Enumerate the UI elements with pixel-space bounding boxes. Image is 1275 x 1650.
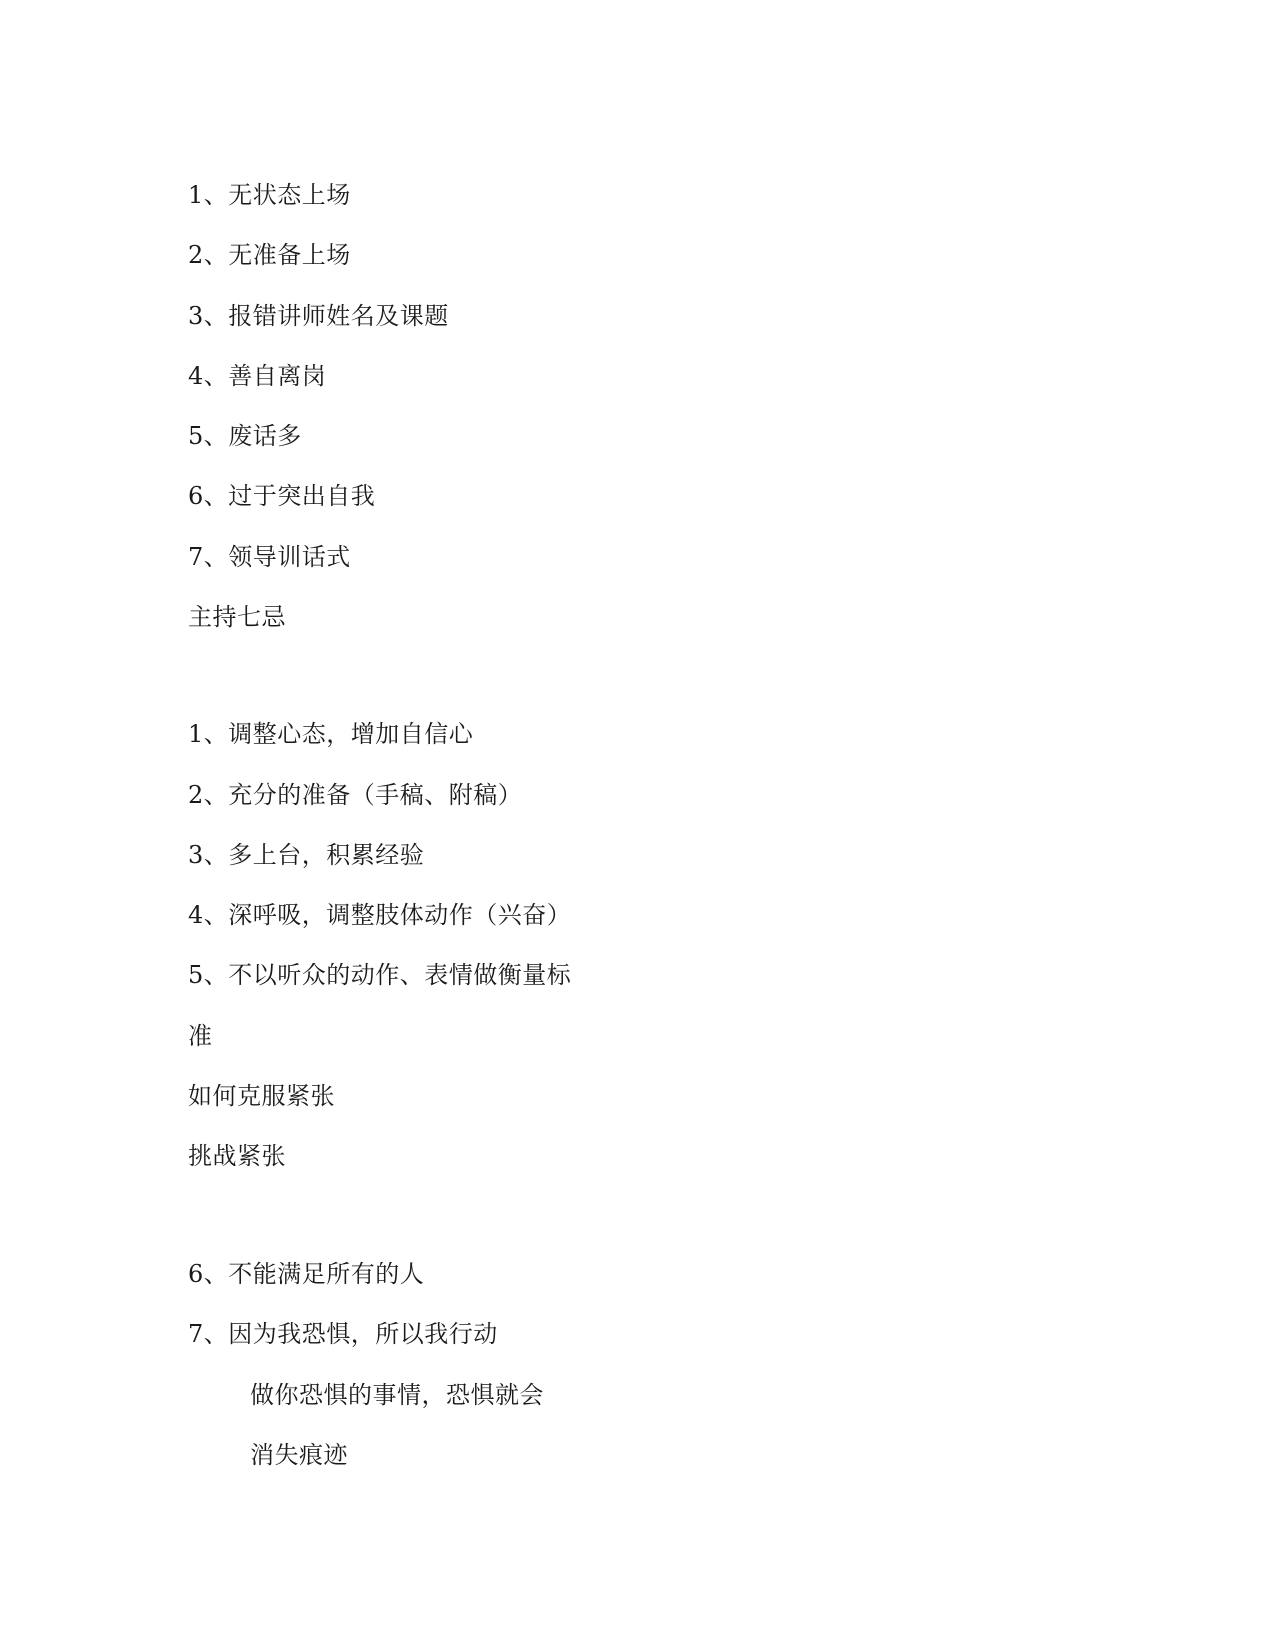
quote-line-2: 消失痕迹: [250, 1441, 348, 1469]
quote-line-1: 做你恐惧的事情，恐惧就会: [250, 1381, 544, 1409]
taboos-heading: 主持七忌: [188, 603, 286, 631]
taboo-item-6: 6、过于突出自我: [188, 482, 376, 510]
taboo-item-5: 5、废话多: [188, 422, 302, 450]
overcome-heading: 如何克服紧张: [188, 1082, 335, 1110]
overcome-item-5-continued: 准: [188, 1022, 213, 1050]
overcome-item-2: 2、充分的准备（手稿、附稿）: [188, 781, 523, 809]
taboo-item-7: 7、领导训话式: [188, 543, 351, 571]
taboo-item-1: 1、无状态上场: [188, 181, 351, 209]
taboo-item-2: 2、无准备上场: [188, 241, 351, 269]
taboo-item-4: 4、善自离岗: [188, 362, 327, 390]
overcome-item-5: 5、不以听众的动作、表情做衡量标: [188, 961, 572, 989]
overcome-subheading: 挑战紧张: [188, 1142, 286, 1170]
overcome-item-3: 3、多上台，积累经验: [188, 841, 425, 869]
overcome-item-4: 4、深呼吸，调整肢体动作（兴奋）: [188, 901, 572, 929]
challenge-item-7: 7、因为我恐惧，所以我行动: [188, 1320, 498, 1348]
taboo-item-3: 3、报错讲师姓名及课题: [188, 302, 449, 330]
overcome-item-1: 1、调整心态，增加自信心: [188, 720, 474, 748]
challenge-item-6: 6、不能满足所有的人: [188, 1260, 425, 1288]
